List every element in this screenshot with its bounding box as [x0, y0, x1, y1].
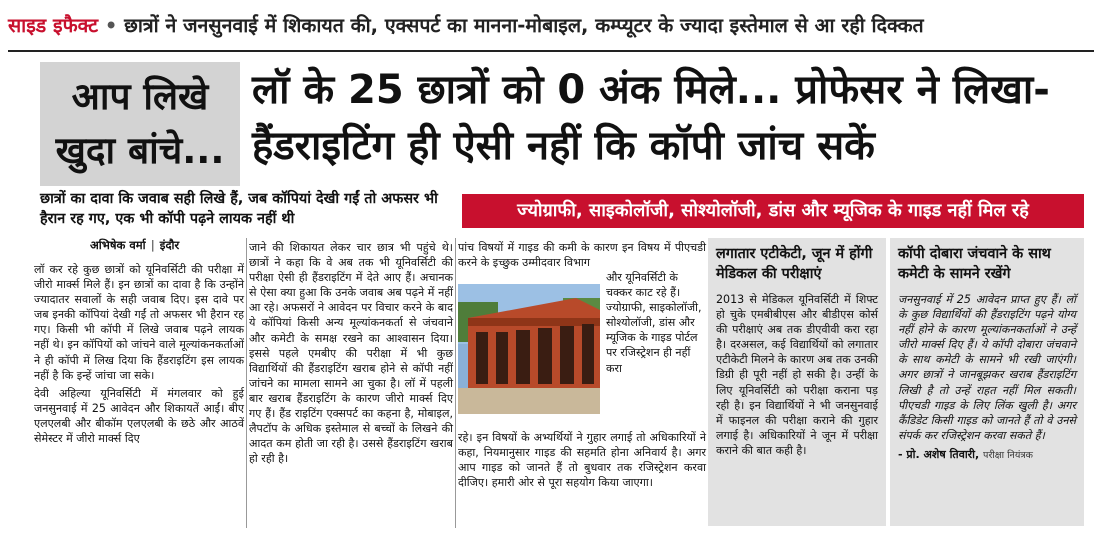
column-divider	[455, 238, 456, 528]
quote-signature	[898, 447, 1076, 462]
byline-place: इंदौर	[159, 238, 180, 252]
kicker-text: छात्रों ने जनसुनवाई में शिकायत की, एक्सपर्ट का मानना-मोबाइल, कम्प्यूटर के ज्यादा इस्तेमाल से आ रही दिक्कत	[124, 14, 924, 37]
box-title: लगातार एटीकेटी, जून में होंगी मेडिकल की परीक्षाएं	[716, 246, 873, 282]
sidebar-box-medical-exams	[708, 238, 886, 526]
kicker-line	[8, 6, 1094, 46]
deck-subheadline: छात्रों का दावा कि जवाब सही लिखे हैं, जब कॉपियां देखी गईं तो अफसर भी हैरान रह गए, एक भी कॉपी पढ़ने लायक नहीं थी	[40, 191, 438, 227]
byline-author: अभिषेक वर्मा	[90, 238, 146, 252]
article-column-1	[34, 262, 244, 449]
kicker-bullet: •	[104, 14, 118, 37]
article-column-3-top: पांच विषयों में गाइड की कमी के कारण इन विषय में पीएचडी करने के इच्छुक उम्मीदवार विभाग	[458, 241, 706, 270]
university-building-photo	[458, 284, 600, 414]
quote-line-1: आप लिखे	[71, 75, 209, 118]
headline-line-2: हैंडराइटिंग ही ऐसी नहीं कि कॉपी जांच सकें	[252, 123, 875, 169]
kicker-tag: साइड इफैक्ट	[8, 14, 99, 37]
box-title: कॉपी दोबारा जंचवाने के साथ कमेटी के सामने रखेंगे	[898, 246, 1051, 282]
article-paragraph: जाने की शिकायत लेकर चार छात्र भी पहुंचे थे। छात्रों ने कहा कि वे अब तक भी यूनिवर्सिटी की परीक्षा ऐसी ही हैंडराइटिंग में देते आए हैं। अचानक से ऐसा क्या हुआ कि उनके जवाब अब पढ़ने में नहीं आ रहे। अफसरों ने आवेदन पर विचार करने के बाद ये कॉपियां किसी अन्य मूल्यांकनकर्ता से जंचवाने और कमेटी के समक्ष रखने का आश्वासन दिया। इससे पहले एमबीए की परीक्षा में भी कुछ विद्यार्थियों की हैंडराइटिंग खराब होने से कॉपी नहीं जांचने का मामला सामने आ चुका है। लॉ में पहली बार खराब हैंडराइटिंग के कारण जीरो मार्क्स दिए गए हैं। हैंड राइटिंग एक्सपर्ट का कहना है, मोबाइल, लैपटॉप के अधिक इस्तेमाल से बच्चों के लिखने की आदत कम होती जा रही है। उससे हैंडराइटिंग खराब हो रही है।	[249, 241, 453, 466]
article-column-3-bottom: रहे। इन विषयों के अभ्यर्थियों ने गुहार लगाई तो अधिकारियों ने कहा, नियमानुसार गाइड की सहमति होना अनिवार्य है। अगर आप गाइड को जानते हैं तो बुधवार तक रजिस्ट्रेशन करवा दीजिए। हमारी ओर से पूरा सहयोग किया जाएगा।	[458, 431, 706, 490]
byline: अभिषेक वर्मा | इंदौर	[90, 238, 180, 252]
quote-box	[40, 62, 240, 186]
red-banner: ज्योग्राफी, साइकोलॉजी, सोश्योलॉजी, डांस और म्यूजिक के गाइड नहीं मिल रहे	[462, 194, 1084, 228]
article-column-3-side: और यूनिवर्सिटी के चक्कर काट रहे हैं। ज्योग्राफी, साइकोलॉजी, सोश्योलॉजी, डांस और म्यूजिक के गाइड पोर्टल पर रजिस्ट्रेशन ही नहीं करा	[606, 271, 702, 375]
signature-role: परीक्षा नियंत्रक	[983, 449, 1033, 461]
quote-line-2: खुदा बांचे...	[55, 129, 225, 172]
article-paragraph: लॉ कर रहे कुछ छात्रों को यूनिवर्सिटी की परीक्षा में जीरो मार्क्स मिले हैं। इन छात्रों का दावा है कि उन्होंने ज्यादातर सवालों के सही जवाब दिए। इस दावे पर जब इनकी कॉपियां देखी गईं तो अफसर भी हैरान रह गए। किसी भी कॉपी में लिखे जवाब पढ़ने लायक नहीं थे। इन कॉपियों को जांचने वाले मूल्यांकनकर्ताओं ने ही कॉपी में लिख दिया कि हैंडराइटिंग इस लायक नहीं है कि इन्हें जांचा जा सके।	[34, 263, 244, 382]
column-divider	[246, 238, 247, 528]
top-divider	[8, 50, 1094, 52]
article-paragraph: देवी अहिल्या यूनिवर्सिटी में मंगलवार को हुई जनसुनवाई में 25 आवेदन और शिकायतें आईं। बीए एलएलबी और बीकॉम एलएलबी के छठे और आठवें सेमेस्टर में जीरो मार्क्स दिए	[34, 386, 244, 446]
box-body: 2013 से मेडिकल यूनिवर्सिटी में शिफ्ट हो चुके एमबीबीएस और बीडीएस कोर्स की परीक्षाएं अब तक डीएवीवी करा रहा है। दरअसल, कई विद्यार्थियों को लगातार एटीकेटी मिलने के कारण अब तक उनकी डिग्री ही पूरी नहीं हो सकी है। उन्हीं के लिए यूनिवर्सिटी को परीक्षा कराना पड़ रही है। इन विद्यार्थियों ने भी जनसुनवाई में फाइनल की परीक्षा कराने की गुहार लगाई है। अधिकारियों ने जून में परीक्षा कराने की बात कही है।	[716, 293, 878, 457]
box-body: जनसुनवाई में 25 आवेदन प्राप्त हुए हैं। लॉ के कुछ विद्यार्थियों की हैंडराइटिंग पढ़ने योग्य नहीं होने के कारण मूल्यांकनकर्ताओं ने उन्हें जीरो मार्क्स दिए हैं। ये कॉपी दोबारा जंचवाने के साथ कमेटी के सामने भी रखी जाएंगी। अगर छात्रों ने जानबूझकर खराब हैंडराइटिंग लिखी है तो उन्हें राहत नहीं मिल सकती। पीएचडी गाइड के लिए लिंक खुली है। अगर कैंडिडेट किसी गाइड को जानते हैं तो वे उनसे संपर्क कर रजिस्ट्रेशन करवा सकते हैं।	[898, 293, 1076, 442]
article-column-2	[249, 240, 453, 469]
headline-line-1: लॉ के 25 छात्रों को 0 अंक मिले... प्रोफेसर ने लिखा-	[252, 67, 1050, 113]
building-image	[458, 284, 600, 414]
signature-name: - प्रो. अशेष तिवारी,	[898, 447, 980, 461]
sidebar-box-official-quote	[890, 238, 1084, 526]
headline	[252, 62, 1097, 174]
